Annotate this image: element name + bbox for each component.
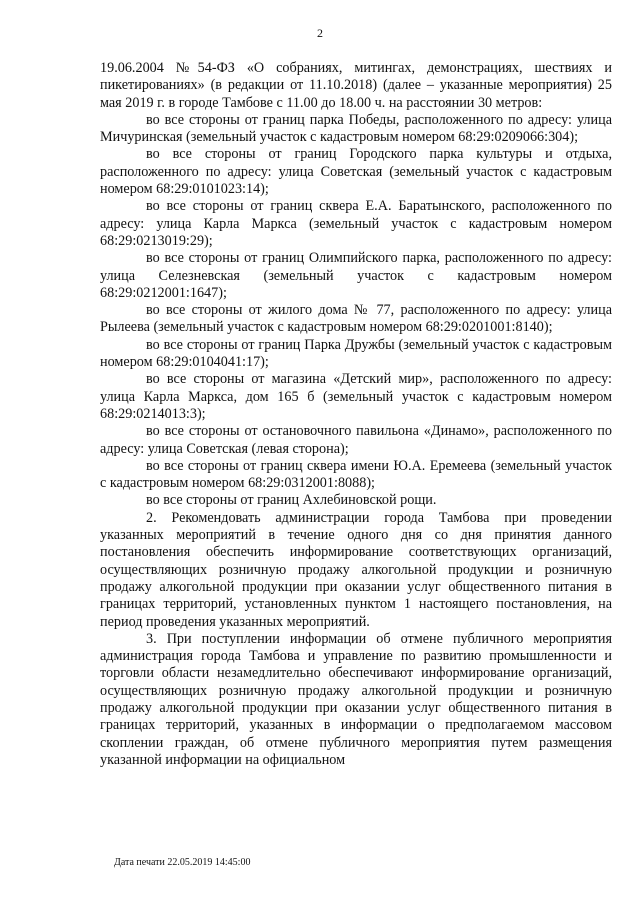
paragraph-city-park: во все стороны от границ Городского парка культуры и отдыха, расположенного по адресу: улица Советская (земельный участок с кадастровым номером 68:29:0101023:14);	[100, 146, 612, 198]
paragraph-item-2: 2. Рекомендовать администрации города Тамбова при проведении указанных мероприятий в течение одного дня со дня принятия данного постановления обеспечить информирование соответствующих организаций, осуществляющих розничную продажу алкогольной продукции и розничную продажу алкогольной продукции при оказании услуг общественного питания в границах территорий, установленных пунктом 1 настоящего постановления, на период проведения указанных мероприятий.	[100, 509, 612, 630]
paragraph-akhlebinovskaya-grove: во все стороны от границ Ахлебиновской рощи.	[146, 492, 437, 509]
paragraph-eremeev-square: во все стороны от границ сквера имени Ю.А. Еремеева (земельный участок с кадастровым номером 68:29:0312001:8088);	[100, 457, 612, 492]
paragraph-dinamo-stop: во все стороны от остановочного павильона «Динамо», расположенного по адресу: улица Советская (левая сторона);	[100, 423, 612, 457]
paragraph-baratynsky-square: во все стороны от границ сквера Е.А. Баратынского, расположенного по адресу: улица Карла Маркса (земельный участок с кадастровым номером 68:29:0213019:29);	[100, 198, 612, 249]
paragraph-intro: 19.06.2004 №54-ФЗ «О собраниях, митингах, демонстрациях, шествиях и пикетированиях» (в редакции от 11.10.2018) (далее – указанные мероприятия) 25 мая 2019 г. в городе Тамбове с 11.00 до 18.00 ч. на расстоянии 30 метров:	[100, 60, 612, 111]
paragraph-house-77: во все стороны от жилого дома № 77, расположенного по адресу: улица Рылеева (земельный участок с кадастровым номером 68:29:0201001:8140);	[100, 302, 612, 336]
document-body	[100, 60, 612, 769]
paragraph-detsky-mir: во все стороны от магазина «Детский мир», расположенного по адресу: улица Карла Маркса, дом 165 б (земельный участок с кадастровым номером 68:29:0214013:3);	[100, 371, 612, 422]
page-number: 2	[317, 26, 323, 40]
paragraph-olympic-park: во все стороны от границ Олимпийского парка, расположенного по адресу: улица Селезневская (земельный участок с кадастровым номером 68:29:0212001:1647);	[100, 250, 612, 301]
paragraph-friendship-park: во все стороны от границ Парка Дружбы (земельный участок с кадастровым номером 68:29:0104041:17);	[100, 336, 612, 371]
paragraph-item-3: 3. При поступлении информации об отмене публичного мероприятия администрация города Тамбова и управление по развитию промышленности и торговли области незамедлительно обеспечивают информирование организаций, осуществляющих розничную продажу алкогольной продукции и розничную продажу алкогольной продукции при оказании услуг общественного питания в границах территорий, указанных в информации о предполагаемом массовом скоплении граждан, об отмене публичного мероприятия путем размещения указанной информации на официальном	[100, 630, 612, 768]
print-date-footer: Дата печати 22.05.2019 14:45:00	[114, 857, 251, 868]
paragraph-victory-park: во все стороны от границ парка Победы, расположенного по адресу: улица Мичуринская (земельный участок с кадастровым номером 68:29:0209066:304);	[100, 111, 612, 146]
